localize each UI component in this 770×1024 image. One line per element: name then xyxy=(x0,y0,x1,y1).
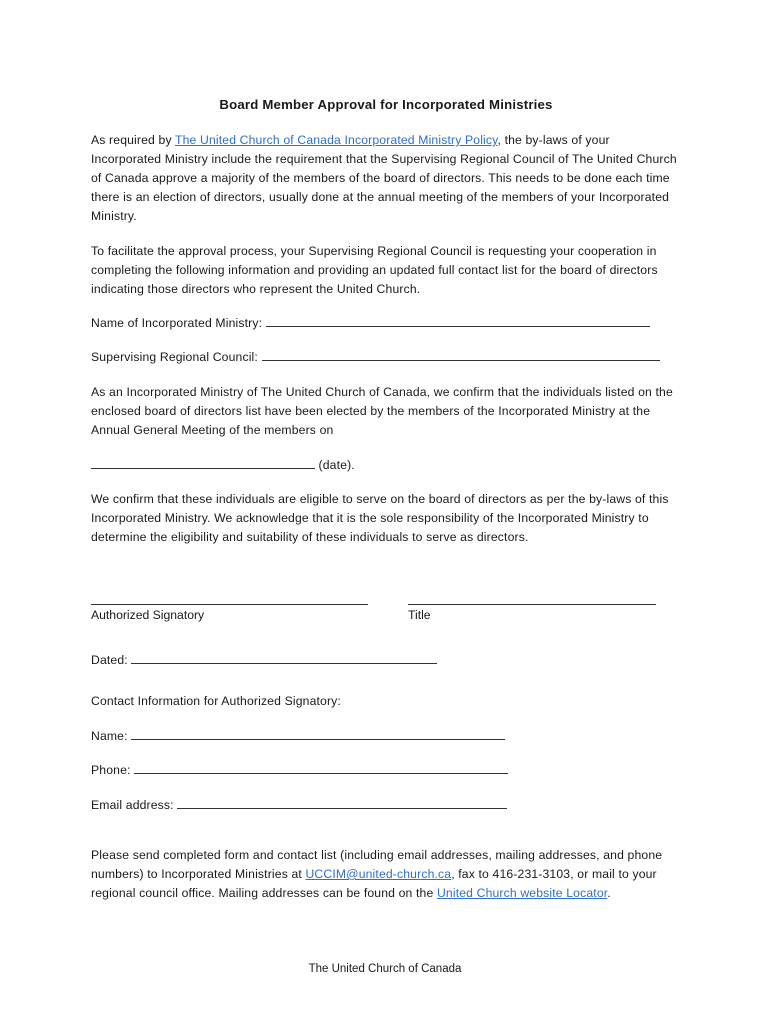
page-title: Board Member Approval for Incorporated Ministries xyxy=(219,97,553,112)
regional-council-label: Supervising Regional Council: xyxy=(91,350,258,364)
contact-email-input[interactable] xyxy=(177,797,507,809)
signatory-label: Authorized Signatory xyxy=(91,608,205,622)
contact-phone-label: Phone: xyxy=(91,763,131,777)
contact-email-label: Email address: xyxy=(91,798,174,812)
regional-council-field xyxy=(91,348,681,367)
contact-name-input[interactable] xyxy=(131,728,505,740)
contact-phone-field xyxy=(91,761,681,780)
title-label: Title xyxy=(408,608,431,622)
dated-field xyxy=(91,651,681,670)
confirm-eligible-paragraph: We confirm that these individuals are eligible to serve on the board of directors as per the by-laws of this Incorporated Ministry. We acknowledge that it is the sole responsibility of the Incorporated Ministry to determine the eligibility and suitability of these individuals to serve as directors. xyxy=(91,492,669,544)
contact-heading: Contact Information for Authorized Signatory: xyxy=(91,694,341,708)
ministry-name-input[interactable] xyxy=(266,315,650,327)
uccim-email-link[interactable]: UCCIM@united-church.ca xyxy=(305,867,452,881)
website-locator-link[interactable]: United Church website Locator xyxy=(436,886,608,900)
contact-phone-input[interactable] xyxy=(134,762,508,774)
dated-input[interactable] xyxy=(131,652,437,664)
ministry-name-label: Name of Incorporated Ministry: xyxy=(91,316,263,330)
contact-name-field xyxy=(91,727,681,746)
dated-label: Dated: xyxy=(91,653,128,667)
contact-email-field xyxy=(91,796,681,815)
title-signature-line[interactable] xyxy=(408,604,656,605)
confirm-elected-paragraph: As an Incorporated Ministry of The United Church of Canada, we confirm that the individuals listed on the enclosed board of directors list have been elected by the members of the Incorporated Ministry at the Annual General Meeting of the members on xyxy=(91,385,673,437)
ministry-name-field xyxy=(91,314,681,333)
contact-name-label: Name: xyxy=(91,729,128,743)
regional-council-input[interactable] xyxy=(262,349,660,361)
election-date-input[interactable] xyxy=(91,457,315,469)
policy-link[interactable]: The United Church of Canada Incorporated Ministry Policy xyxy=(175,133,498,147)
facilitate-paragraph: To facilitate the approval process, your Supervising Regional Council is requesting your cooperation in completing the following information and providing an updated full contact list for the board of directors indicating those directors who represent the United Church. xyxy=(91,244,658,296)
election-date-field: (date). xyxy=(91,456,681,475)
intro-paragraph: As required by The United Church of Canada Incorporated Ministry Policy, the by-laws of your Incorporated Ministry include the requirement that the Supervising Regional Council of The United Church of Canada approve a majority of the members of the board of directors. This needs to be done each time there is an election of directors, usually done at the annual meeting of the members of your Incorporated Ministry. xyxy=(91,133,677,223)
closing-paragraph: Please send completed form and contact list (including email addresses, mailing addresses, and phone numbers) to Incorporated Ministries at UCCIM@united-church.ca, fax to 416-231-3103, or mail to your regional council office. Mailing addresses can be found on the United Church website Locator. xyxy=(91,848,663,900)
page-footer: The United Church of Canada xyxy=(308,963,462,975)
signatory-signature-line[interactable] xyxy=(91,604,368,605)
